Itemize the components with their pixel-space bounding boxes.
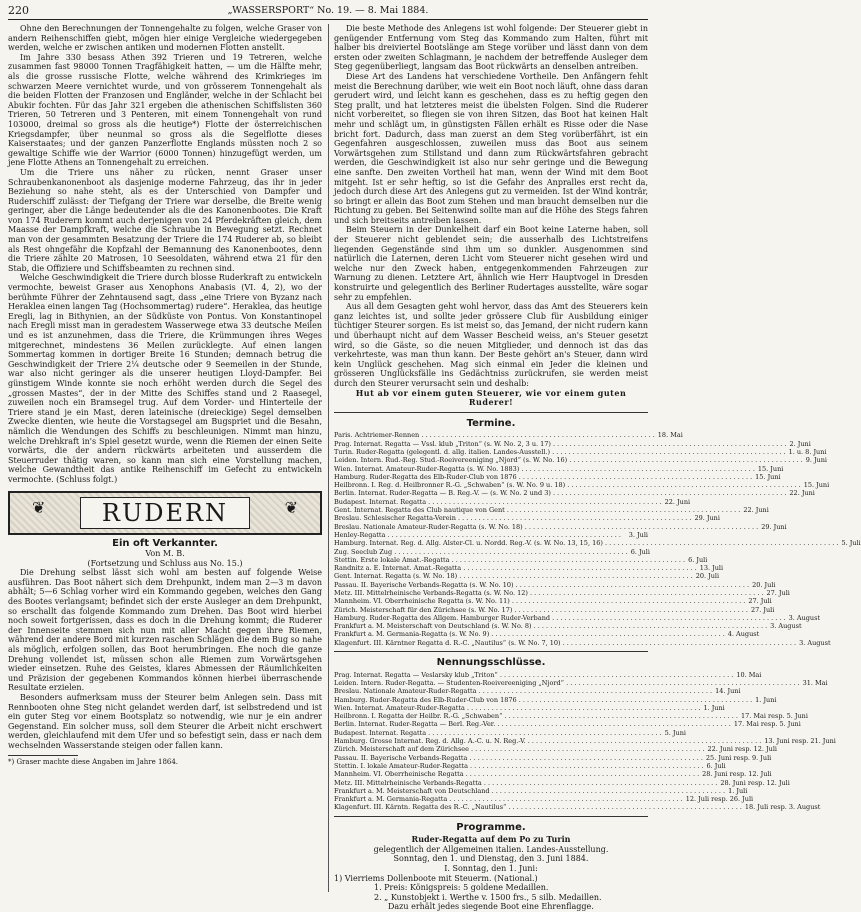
- section-rule: [334, 651, 648, 652]
- schedule-row: [334, 778, 790, 787]
- page-header: [8, 4, 648, 18]
- schedule-date: 3. August: [767, 622, 801, 630]
- schedule-event: Zürich. Meisterschaft für den Zürichsee (s. W. No. 17) . . .: [334, 606, 748, 614]
- schedule-date: 31. Mai: [800, 679, 828, 687]
- schedule-date: 18. Mai: [655, 431, 683, 439]
- schedule-date: 1. Juni: [700, 704, 724, 712]
- schedule-date: 28. Juni resp. 12. Juli: [717, 779, 789, 787]
- schedule-date: 18. Juli resp. 3. August: [742, 803, 820, 811]
- schedule-event: Stettin. I. lokale Amateur-Ruder-Regatta . . .: [334, 762, 704, 770]
- schedule-event: Gent. Internat. Regatta des Club nautique von Gent . . .: [334, 506, 740, 514]
- schedule-date: 12. Juli resp. 26. Juli: [683, 795, 753, 803]
- schedule-date: 1. u. 8. Juni: [786, 448, 827, 456]
- schedule-date: 27. Juli: [745, 597, 771, 605]
- schedule-row: [334, 514, 720, 523]
- schedule-row: [334, 597, 772, 606]
- programme-item: Dazu erhält jedes siegende Boot eine Ehrenflagge.: [388, 902, 594, 912]
- schedule-event: Zürich. Meisterschaft auf dem Zürichsee . . .: [334, 745, 705, 753]
- schedule-event: Stettin. Erste lokale Amat.-Regatta . . .: [334, 556, 685, 564]
- journal-line: „WASSERSPORT“ No. 19. — 8. Mai 1884.: [227, 5, 429, 16]
- paragraph: Diese Art des Landens hat verschiedene Vortheile. Den Anfängern fehlt meist die Berechnung darüber, wie weit ein Boot noch läuft, ohne dass daran gerudert wird, und leicht kann es geschehen, dass es zu heftig gegen den Steg prallt, und hat letzteres meist die übelsten Folgen. Sind die Ruderer nicht vorbereitet, so fliegen sie von ihren Sitzen, das Boot hat keinen Halt mehr und schlägt um, in günstigsten Fällen erhält es Risse oder die Nase bricht fort. Dadurch, dass man zuerst an dem Steg vorüberfährt, ist ein Gegenfahren ausgeschlossen, zuweilen muss das Boot aus seinem Vorwärtsgehen zum Stillstand und dann zum Rückwärtsfahren gebracht werden, die Geschwindigkeit ist also nur sehr geringe und die Bewegung eine sanfte. Den zweiten Vortheil hat man, wenn der Wind mit dem Boot mitgeht. Ist er sehr heftig, so ist die Gefahr des Anpralles erst recht da, jedoch durch diese Art des Anlegens gut zu vermeiden. Ist der Wind konträr, so bringt er allein das Boot zum Stehen und man braucht demselben nur die Richtung zu geben. Bei Seitenwind sollte man auf die Höhe des Stegs fahren und sich breitseits antreiben lassen.: [334, 71, 648, 225]
- programme-line: gelegentlich der Allgemeinen italien. Landes-Ausstellung.: [373, 844, 609, 854]
- schedule-row: [334, 712, 808, 721]
- schedule-row: [334, 472, 781, 481]
- schedule-event: Berlin. Internat. Ruder-Regatta — Berl. Reg.-Ver. . . .: [334, 720, 731, 728]
- schedule-date: 20. Juli: [693, 572, 719, 580]
- article-title: Ein oft Verkannter.: [112, 537, 218, 549]
- schedule-row: [334, 431, 683, 440]
- schedule-date: 2. Juni: [787, 440, 811, 448]
- schedule-date: 5. Juli: [838, 539, 860, 547]
- schedule-row: [334, 506, 769, 515]
- schedule-row: [334, 770, 772, 779]
- schedule-event: Wien. Internat. Amateur-Ruder-Regatta . . .: [334, 704, 700, 712]
- nennungsschluesse-heading: Nennungsschlüsse.: [436, 657, 546, 669]
- schedule-date: 22. Juni resp. 12. Juli: [705, 745, 777, 753]
- left-column: [8, 24, 322, 896]
- schedule-event: Heilbronn. I. Reg. d. Heilbronner R.-G. „Schwaben“ (s. W. No. 9 u. 18) . . .: [334, 481, 801, 489]
- section-rule: [334, 412, 648, 413]
- schedule-event: Budapest. Internat. Regatta . . .: [334, 498, 662, 506]
- schedule-row: [334, 572, 720, 581]
- schedule-date: 6. Juli: [704, 762, 726, 770]
- closing-line: Hut ab vor einem guten Steuerer, wie vor einem guten Ruderer!: [355, 387, 627, 408]
- schedule-row: [334, 737, 836, 746]
- schedule-event: Frankfurt a. M. Germania-Regatta . . .: [334, 795, 683, 803]
- schedule-event: Klagenfurt. III. Kärntner Regatta d. R.-C. „Nautilus“ (s. W. No. 7, 10) . . .: [334, 639, 796, 647]
- banner-text: RUDERN: [80, 497, 250, 529]
- schedule-row: [334, 703, 725, 712]
- schedule-event: Paris. Achtriemer-Rennen . . .: [334, 431, 655, 439]
- paragraph: Die beste Methode des Anlegens ist wohl folgende: Der Steuerer giebt in genügender Entfernung vom Steg das Kommando zum Halten, führt mit halber bis dreiviertel Bootslänge am Stege vorüber und lässt dann von dem ersten oder zweiten Schlagmann, je nachdem der betreffende Ausleger dem Steg gegenüberliegt, langsam das Boot rückwärts an denselben antreiben.: [334, 24, 648, 72]
- schedule-date: 14. Juni: [712, 687, 740, 695]
- schedule-row: [334, 588, 790, 597]
- footnote-rule: [8, 755, 78, 756]
- schedule-row: [334, 761, 726, 770]
- schedule-date: 22. Juni: [740, 506, 768, 514]
- schedule-date: 17. Mai resp. 5. Juni: [738, 712, 808, 720]
- schedule-event: Frankfurt a. M. Germania-Regatta (s. W. No. 9) . . .: [334, 630, 725, 638]
- schedule-row: [334, 531, 648, 539]
- schedule-event: Gent. Internat. Regatta (s. W. No. 18) . . .: [334, 572, 693, 580]
- ornament-icon: ❦: [32, 497, 46, 517]
- schedule-event: Hamburg. Grosse Internat. Reg. d. Allg. A.-C. u. N. Reg.-V. . . .: [334, 737, 761, 745]
- right-column: [334, 24, 861, 912]
- schedule-event: Mannheim. VI. Oberrheinische Regatta (s. W. No. 11) . . .: [334, 597, 745, 605]
- schedule-row: [334, 670, 762, 679]
- schedule-event: Metz. III. Mittelrheinische Verbands-Regatta . . .: [334, 779, 717, 787]
- schedule-event: Klagenfurt. III. Kärntn. Regatta des R.-C. „Nautilus“ . . .: [334, 803, 742, 811]
- schedule-row: [334, 447, 827, 456]
- schedule-event: Breslau. Nationale Amateur-Ruder-Regatta . . .: [334, 687, 712, 695]
- termine-heading: Termine.: [466, 417, 516, 429]
- header-rule: [8, 19, 648, 20]
- schedule-row: [334, 720, 801, 729]
- schedule-row: [334, 728, 686, 737]
- schedule-event: Frankfurt a. M. Meisterschaft von Deutschland . . .: [334, 787, 725, 795]
- programme-item: 2. „ Kunstobjekt i. Werthe v. 1500 frs., 5 silb. Medaillen.: [374, 892, 602, 902]
- schedule-row: [334, 580, 776, 589]
- schedule-date: 20. Juli: [749, 581, 775, 589]
- schedule-row: [334, 548, 648, 556]
- programme-line: I. Sonntag, den 1. Juni:: [444, 864, 538, 874]
- column-divider: [328, 24, 329, 892]
- programme-line: Sonntag, den 1. und Dienstag, den 3. Juni 1884.: [393, 854, 589, 864]
- schedule-event: Wien. Internat. Amateur-Ruder-Regatta (s. W. No. 1883) . . .: [334, 465, 755, 473]
- schedule-row: [334, 564, 724, 573]
- schedule-row: [334, 745, 777, 754]
- page-number: 220: [8, 4, 29, 17]
- schedule-date: 22. Juni: [786, 489, 814, 497]
- schedule-row: [334, 695, 777, 704]
- paragraph: Welche Geschwindigkeit die Triere durch blosse Ruderkraft zu entwickeln vermochte, beweist Graser aus Xenophons Anabasis (VI. 4, 2), wo der berühmte Führer der Zehntausend sagt, dass „eine Triere von Byzanz nach Heraklea einen langen Tag (Hochsommertag) rudere“. Heraklea, das heutige Eregli, lag in Bithynien, an der Südküste von Pontus. Von Konstantinopel nach Eregli misst man in geradestem Wasserwege etwa 33 deutsche Meilen und es ist anzunehmen, dass die Triere, die Krümmungen ihres Weges mitgerechnet, mindestens 36 Meilen zurücklegte. Auf einen langen Sommertag kommen in dortiger Breite 16 Stunden; demnach betrug die Geschwindigkeit der Triere 2¼ deutsche oder 9 Seemeilen in der Stunde, war also nicht geringer als die unserer heutigen Lloyd-Dampfer. Bei günstigem Winde konnte sie noch erhöht werden durch die Segel des „grossen Mastes“, der in der Mitte des Schiffes stand und 2 Raasegel, zuweilen noch ein Bramsegel trug. Auf dem Vorder- und Hinterteile der Triere stand je ein Mast, deren lateinische (dreieckige) Segel demselben Zwecke dienten, wie heute die Vorstagsegel am Bugspriet und die Besahn, nämlich die Wendungen des Schiffs zu beschleunigen. Nimmt man hinzu, welche Drehkraft in's Spiel gesetzt wurde, wenn die Riemen der einen Seite vorwärts, die der andern rückwärts arbeiteten und ausserdem die Steuerruder thätig waren, so kann man sich eine Vorstellung machen, welche Gewandtheit das antike Reihenschiff im Gefecht zu entwickeln vermochte. (Schluss folgt.): [8, 273, 322, 484]
- schedule-row: [334, 456, 828, 465]
- schedule-date: 29. Juni: [758, 523, 786, 531]
- schedule-row: [334, 638, 831, 647]
- schedule-event: Heilbronn. I. Regatta der Heilbr. R.-G. „Schwaben“ . . .: [334, 712, 738, 720]
- schedule-date: 28. Juni resp. 12. Juli: [699, 770, 771, 778]
- programme-item: 1) Vierriems Dollenboote mit Steuerm. (National.): [334, 873, 538, 883]
- schedule-date: 3. August: [786, 614, 820, 622]
- schedule-event: Budapest. Internat. Regatta . . .: [334, 729, 662, 737]
- programme-subtitle: Ruder-Regatta auf dem Po zu Turin: [411, 834, 571, 845]
- schedule-event: Passau. II. Bayerische Verbands-Regatta (s. W. No. 10) . . .: [334, 581, 749, 589]
- schedule-date: 1. Juli: [725, 787, 747, 795]
- paragraph: Aus all dem Gesagten geht wohl hervor, dass das Amt des Steuerers kein ganz leichtes ist, und sollte jeder grössere Club für Ausbildung einiger tüchtiger Steurer sorgen. Es ist meist so, das Jemand, der nicht rudern kann und überhaupt nicht auf dem Wasser Bescheid weiss, an's Steuer gesetzt wird, so die Gäste, so die neuen Mitglieder, und dennoch ist das das verkehrteste, was man thun kann. Der Beste gehört an's Steuer, dann wird kein Unglück geschehen. Mag sich einmal ein Jeder die kleinen und grösseren Unglücksfälle ins Gedächtniss zurückrufen, sie werden meist durch den Steurer verursacht sein und deshalb:: [334, 302, 648, 388]
- schedule-date: 27. Juli: [748, 606, 774, 614]
- schedule-event: Frankfurt a. M. Meisterschaft von Deutschland (s. W. No. 8) . . .: [334, 622, 767, 630]
- schedule-event: Hamburg. Ruder-Regatta des Elb-Ruder-Club von 1876 . . .: [334, 473, 752, 481]
- termine-list: [334, 431, 861, 647]
- section-rule: [334, 816, 648, 817]
- schedule-date: 6. Juli: [628, 548, 650, 556]
- schedule-row: [334, 522, 787, 531]
- paragraph: Beim Steuern in der Dunkelheit darf ein Boot keine Laterne haben, soll der Steuerer nicht geblendet sein; die ausserhalb des Lichtstreifens liegenden Gegenstände sind ihm um so dunkler. Ausgenommen sind natürlich die Laternen, deren Licht vom Steuerer nicht gesehen wird und welche nur den Zweck haben, entgegenkommenden Fahrzeugen zur Warnung zu dienen. Letztere Art, ähnlich wie Herr Hauptvogel in Dresden konstruirte und gelegentlich des Berliner Rudertages ausstellte, wäre sogar sehr zu empfehlen.: [334, 225, 648, 302]
- schedule-date: 3. August: [796, 639, 830, 647]
- schedule-date: 6. Juli: [685, 556, 707, 564]
- paragraph: Die Drehung selbst lässt sich wohl am besten auf folgende Weise ausführen. Das Boot nähert sich dem Drehpunkt, indem man 2—3 m davon abhält; 5—6 Schlag vorher wird ein Kommando gegeben, welches den Gang des Bootes verlangsamt; befindet sich der erste Ausleger an dem Drehpunkt, so erschallt das folgende Kommando zum Drehen. Das Boot wird hierbei noch soweit fortgerissen, dass es doch in die Drehung kommt; die Ruderer der Innenseite stemmen sich nun mit aller Macht gegen ihre Riemen, während der andere Bord mit kurzen raschen Schlägen die dem Bug so nahe als möglich, erfolgen sollen, das Boot herumbringen. Ehe noch die ganze Drehung vollendet ist, müssen schon alle Riemen zum Vorwärtsgehen wieder einsetzen. Ruhe des Geistes, klares Abmessen der Räumlichkeiten und Präzision der gegebenen Kommandos können hierbei überraschende Resultate erzielen.: [8, 568, 322, 693]
- paragraph: Ohne den Berechnungen der Tonnengehalte zu folgen, welche Graser von andern Reihenschiffen giebt, mögen hier einige Vergleiche wiedergegeben werden, welche er zwischen antiken und modernen Flotten anstellt.: [8, 24, 322, 53]
- schedule-date: 27. Juli: [764, 589, 790, 597]
- schedule-date: 13. Juli: [697, 564, 723, 572]
- schedule-date: 4. August: [725, 630, 759, 638]
- schedule-event: Leiden. Intern. Ruder-Regatta. — Studenten-Roeivereeniging „Njord“ . . .: [334, 679, 800, 687]
- schedule-row: [334, 687, 741, 696]
- paragraph: Um die Triere uns näher zu rücken, nennt Graser unser Schraubenkanonenboot als dasjenige moderne Fahrzeug, das ihr in jeder Beziehung so nahe steht, als es der Unterschied von Dampfer und Ruderschiff zulässt: der Tiefgang der Triere war derselbe, die Breite wenig geringer, aber die Länge bedeutender als die des Kanonenbootes. Die Kraft von 174 Ruderern kommt auch derjenigen von 24 Pferdekräften gleich, dem Maasse der Dampfkraft, welche die Schraube in Bewegung setzt. Rechnet man von der gesammten Besatzung der Triere die 174 Ruderer ab, so bleibt als Rest ohngefähr die Kopfzahl der Bemannung des Kanonenbootes, denn die Triere zählte 20 Matrosen, 10 Seesoldaten, während etwa 21 für den Stab, die Offiziere und Schiffsbeamten zu rechnen sind.: [8, 167, 322, 273]
- schedule-date: 5. Juni: [662, 729, 686, 737]
- schedule-date: 22. Juni: [662, 498, 690, 506]
- schedule-row: [334, 630, 760, 639]
- article-author: Von M. B.: [145, 549, 185, 559]
- schedule-row: [334, 803, 821, 812]
- schedule-row: [334, 439, 811, 448]
- programme-item: 1. Preis: Königspreis: 5 goldene Medaillen.: [374, 883, 549, 893]
- schedule-event: Hamburg. Ruder-Regatta des Elb-Ruder-Club von 1876 . . .: [334, 696, 752, 704]
- schedule-date: 1. Juni: [752, 696, 776, 704]
- schedule-date: 10. Mai: [733, 671, 761, 679]
- schedule-event: Mannheim. VI. Oberrheinische Regatta . . .: [334, 770, 699, 778]
- schedule-date: 13. Juni resp. 21. Juni: [761, 737, 836, 745]
- article-note: (Fortsetzung und Schluss aus No. 15.): [87, 558, 243, 568]
- schedule-date: 15. Juni: [755, 465, 783, 473]
- schedule-event: Henley-Regatta . . .: [334, 531, 626, 539]
- schedule-row: [334, 613, 821, 622]
- schedule-date: 29. Juni: [691, 514, 719, 522]
- schedule-row: [334, 555, 708, 564]
- schedule-event: Prag. Internat. Regatta — Veslarsky klub „Triton“ . . .: [334, 671, 733, 679]
- programme-heading: Programme.: [456, 821, 526, 833]
- schedule-event: Passau. II. Bayerische Verbands-Regatta . . .: [334, 754, 703, 762]
- schedule-event: Prag. Internat. Regatta — Vssl. klub „Triton“ (s. W. No. 2, 3 u. 17) . . .: [334, 440, 787, 448]
- schedule-row: [334, 753, 772, 762]
- schedule-event: Breslau. Schlesischer Regatta-Verein . . .: [334, 514, 691, 522]
- schedule-row: [334, 539, 861, 548]
- footnote: *) Graser machte diese Angaben im Jahre 1864.: [8, 757, 179, 766]
- schedule-date: 17. Mai resp. 5. Juni: [731, 720, 801, 728]
- paragraph: Besonders aufmerksam muss der Steurer beim Anlegen sein. Dass mit Rennbooten ohne Steg nicht gelandet werden darf, ist selbstredend und ist ein guter Steg vor einem Bootsplatz so notwendig, wie nur je ein andrer Gegenstand. Ein solcher muss, soll dem Steurer die Arbeit nicht erschwert werden, gleichlaufend mit dem Ufer und so befestigt sein, dass er nach dem wechselnden Wasserstande steigen oder fallen kann.: [8, 693, 322, 750]
- schedule-date: 3. Juli: [626, 531, 648, 539]
- schedule-event: Hamburg. Internat. Reg. d. Allg. Alster-Cl. u. Nordd. Reg.-V. (s. W. No. 13, 15, 16) . . .: [334, 539, 838, 547]
- schedule-date: 15. Juni: [801, 481, 829, 489]
- schedule-row: [334, 678, 828, 687]
- schedule-row: [334, 481, 830, 490]
- schedule-event: Metz. III. Mittelrheinische Verbands-Regatta (s. W. No. 12) . . .: [334, 589, 764, 597]
- ornament-icon: ❦: [284, 497, 298, 517]
- nennungsschluesse-list: [334, 670, 836, 812]
- schedule-date: 9. Juni: [803, 456, 827, 464]
- schedule-row: [334, 497, 691, 506]
- schedule-row: [334, 786, 748, 795]
- schedule-row: [334, 622, 802, 631]
- paragraph: Im Jahre 330 besass Athen 392 Trieren und 19 Tetreren, welche zusammen fast 98000 Tonnen Tragfähigkeit hatten, — um die Hälfte mehr, als die grosse russische Flotte, welche während des Krimkrieges im schwarzen Meere vernichtet wurde, und von grösserem Tonnengehalt als die beiden Flotten der Franzosen und Engländer, welche in der Schlacht bei Abukir fochten. Für das Jahr 321 ergeben die athenischen Schiffslisten 360 Trieren, 50 Tetreren und 3 Penteren, mit einem Tonnengehalt von rund 103000, dreimal so gross als die heutige*) Flotte der österreichischen Kriegsdampfer, über neunmal so gross als die Segelflotte dieses Kaiserstaates; und der ganzen Panzerflotte Englands müssten noch 2 so gewaltige Schiffe wie der Warrior (6000 Tonnen) hinzugefügt werden, um jene Flotte Athens an Tonnengehalt zu erreichen.: [8, 52, 322, 168]
- schedule-event: Hamburg. Ruder-Regatta des Allgem. Hamburger Ruder-Verband . . .: [334, 614, 786, 622]
- schedule-row: [334, 489, 815, 498]
- schedule-date: 25. Juni resp. 9. Juli: [703, 754, 771, 762]
- schedule-row: [334, 464, 784, 473]
- rudern-banner: [8, 491, 322, 535]
- schedule-event: Berlin. Internat. Ruder-Regatta — B. Reg.-V. — (s. W. No. 2 und 3) . . .: [334, 489, 786, 497]
- schedule-date: 15. Juni: [752, 473, 780, 481]
- schedule-event: Leiden. Intern. Rud.-Reg. Stud.-Roeivereeniging „Njord“ (s. W. No. 16) . . .: [334, 456, 803, 464]
- schedule-row: [334, 795, 754, 804]
- schedule-event: Turin. Ruder-Regatta (gelegentl. d. allg. italien. Landes-Ausstell.) . . .: [334, 448, 786, 456]
- schedule-event: Randnitz a. E. Internat. Amat.-Regatta . . .: [334, 564, 697, 572]
- schedule-event: Zug. Seeclub Zug . . .: [334, 548, 628, 556]
- schedule-row: [334, 605, 775, 614]
- schedule-event: Breslau. Nationale Amateur-Ruder-Regatta (s. W. No. 18) . . .: [334, 523, 758, 531]
